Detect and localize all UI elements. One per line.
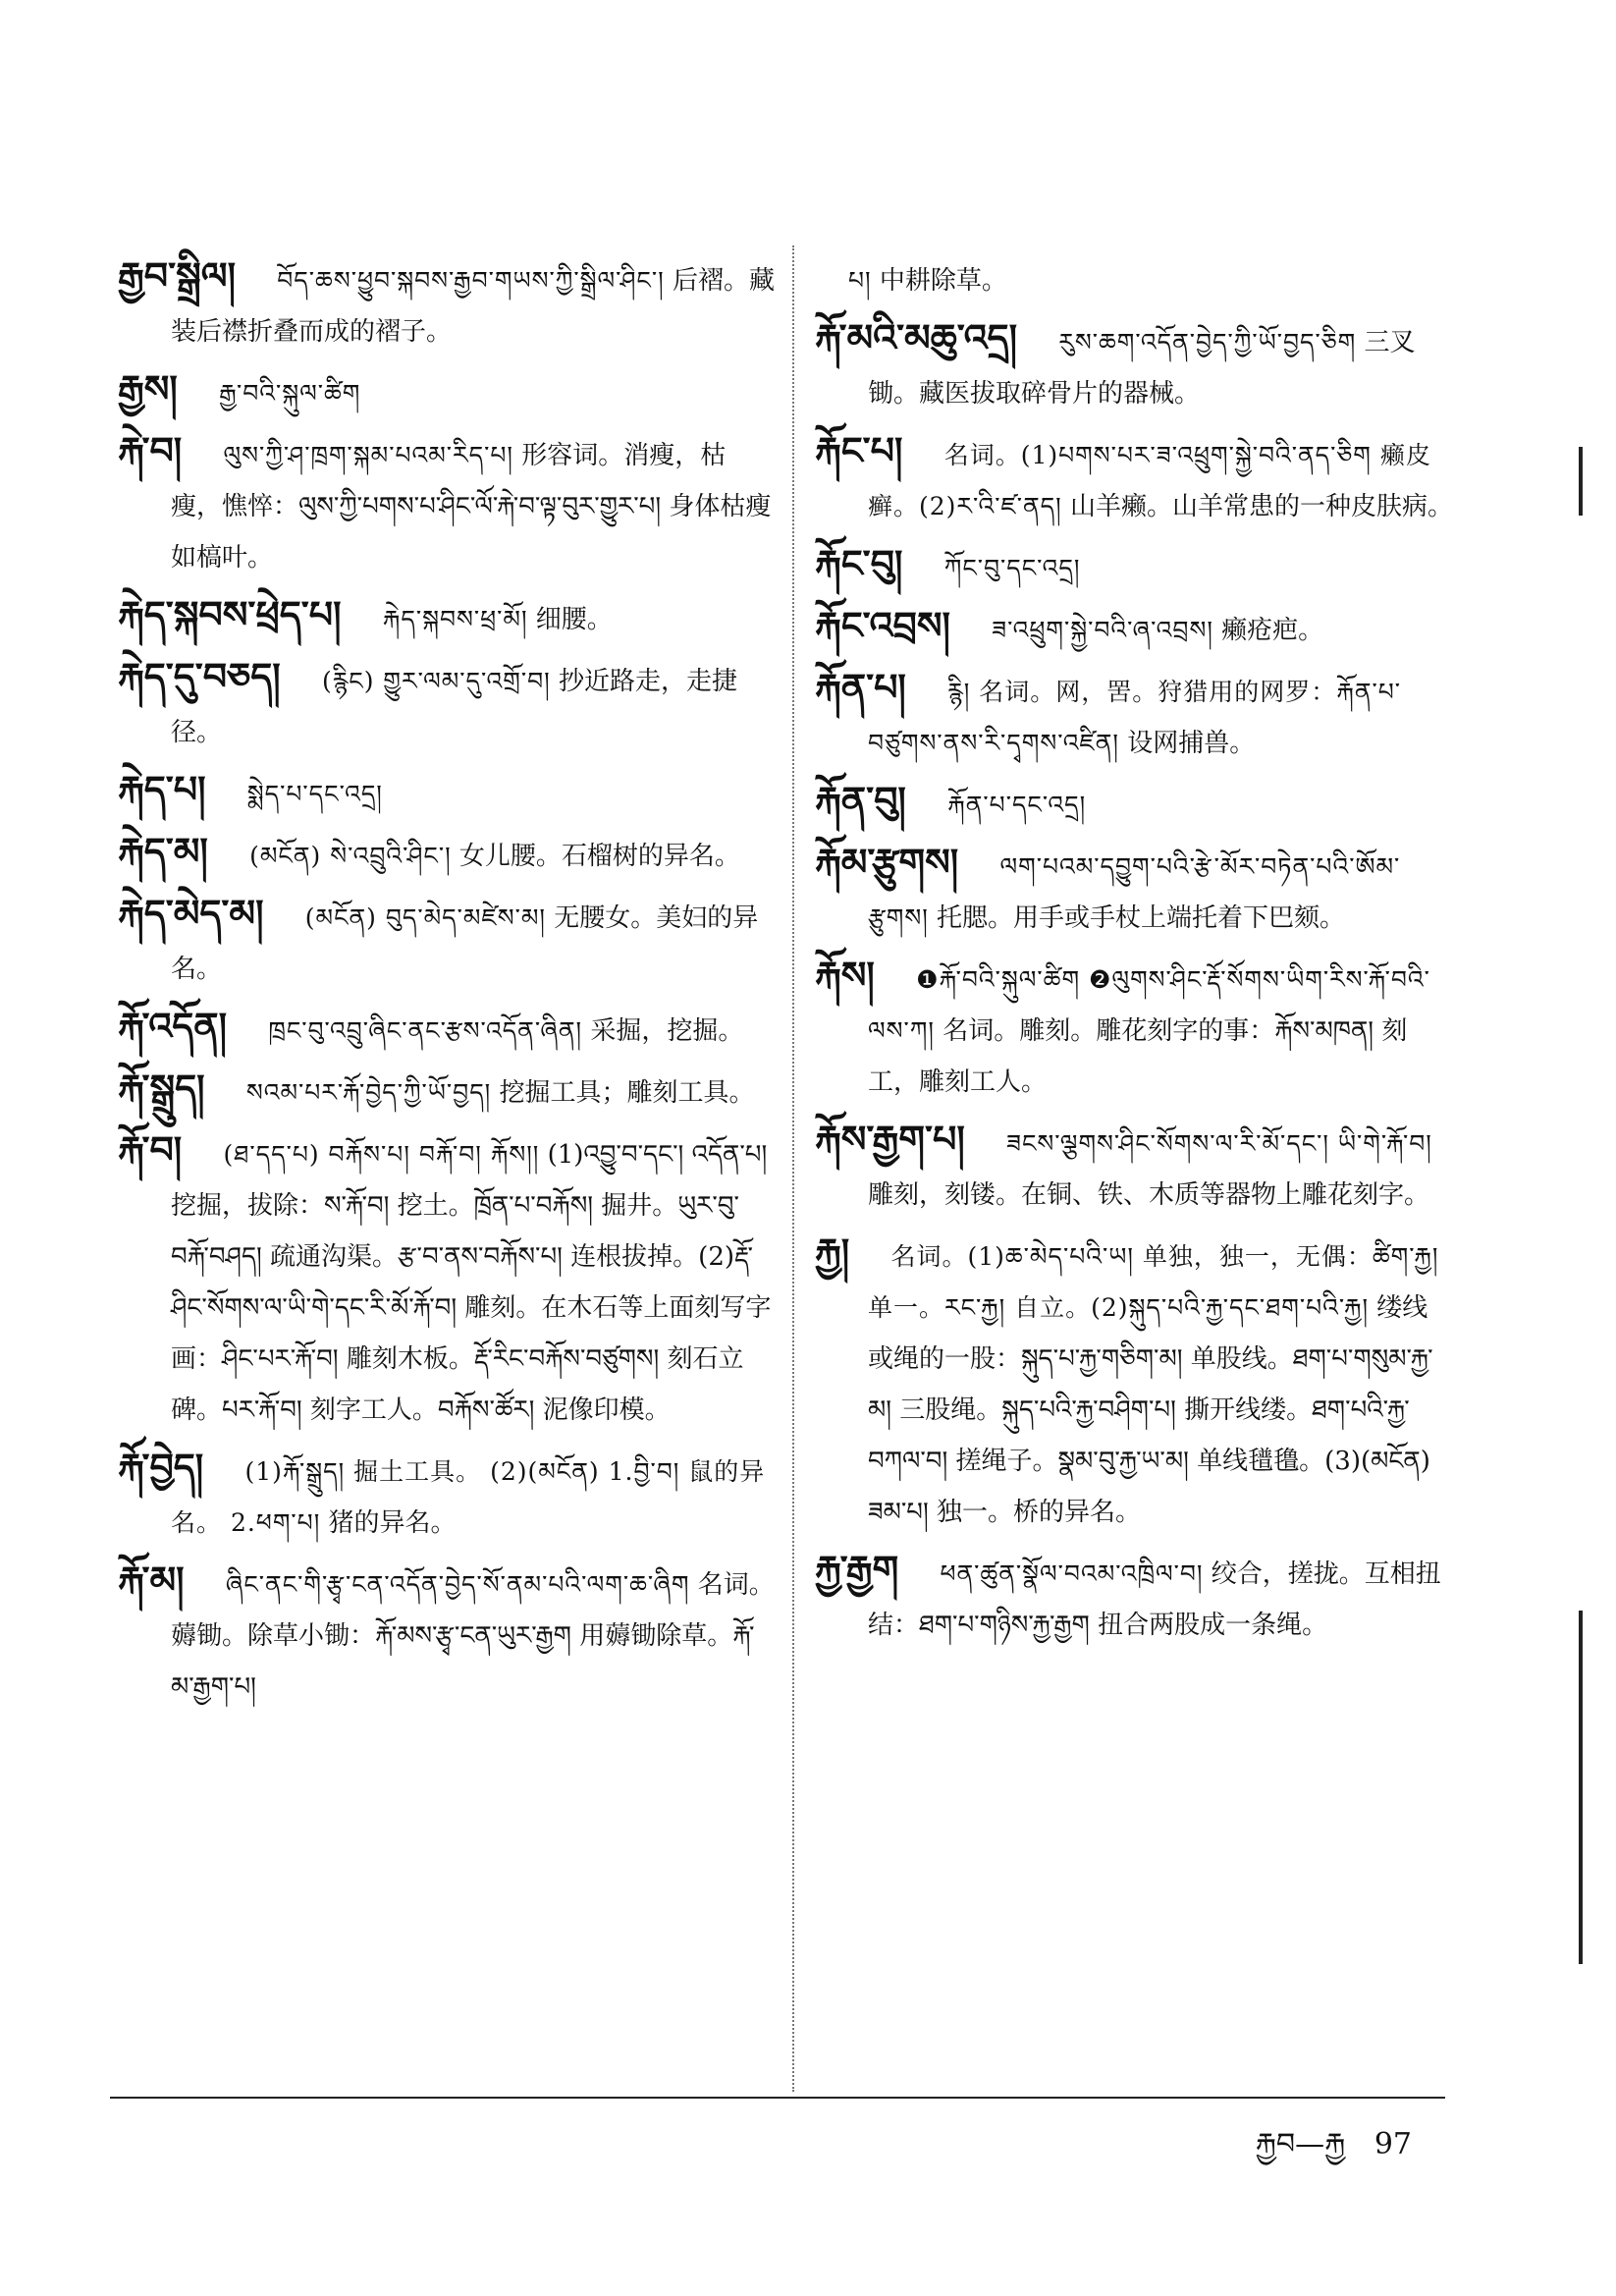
headword: རྐོན་བུ། xyxy=(815,778,906,822)
chinese-definition: 托腮。用手或手杖上端托着下巴颏。 xyxy=(937,903,1346,933)
headword: རྐོང་བུ། xyxy=(815,541,903,585)
dictionary-entry xyxy=(815,312,1453,419)
headword: རྐེད་མེད་མ། xyxy=(118,891,264,935)
headword: རྐེད་པ། xyxy=(118,767,206,811)
chinese-definition: 无腰女。美妇的异名。 xyxy=(171,903,759,984)
headword: རྐོས། xyxy=(815,953,875,997)
dictionary-entry xyxy=(118,888,776,995)
tibetan-definition: (ཐ་དད་པ) བརྐོས་པ། བརྐོ་བ། རྐོས།། xyxy=(223,1140,540,1169)
right-column xyxy=(815,250,1453,2095)
headword: རྐོ་བ། xyxy=(118,1127,183,1172)
footer-rule xyxy=(110,2097,1445,2099)
chinese-definition: 名词。雕刻。雕花刻字的事：རྐོས་མཁན། 刻工，雕刻工人。 xyxy=(868,1016,1408,1097)
chinese-definition: 形容词。消瘦，枯瘦，憔悴：ལུས་ཀྱི་པགས་པ་ཤིང་ལོ་རྐེ་བ་ལྟ་བུར་གྱུར་པ། 身体枯瘦如槁叶。 xyxy=(171,441,772,573)
chinese-definition: 女儿腰。石榴树的异名。 xyxy=(458,842,740,871)
chinese-definition: 三叉锄。藏医拔取碎骨片的器械。 xyxy=(868,328,1416,409)
headword: རྐོ་སྒྲུད། xyxy=(118,1066,205,1110)
page-number: 97 xyxy=(1374,2127,1412,2161)
chinese-definition: 猪的异名。 xyxy=(328,1508,457,1538)
footer-range: རྐྱབ—རྐྱ xyxy=(1255,2127,1346,2161)
tibetan-definition: རྒྱ་བའི་སྐུལ་ཚིག xyxy=(219,379,361,408)
dictionary-entry xyxy=(118,1442,776,1549)
tibetan-definition: ལུས་ཀྱི་ཤ་ཁྲག་སྐམ་པའམ་རིད་པ། xyxy=(223,441,513,469)
tibetan-definition: ཁྲང་བུ་འབྲུ་ཞིང་ནང་རྩས་འདོན་ཞིན། xyxy=(268,1016,583,1045)
headword: རྒྱས། xyxy=(118,366,178,410)
dictionary-entry xyxy=(118,764,776,820)
headword: རྐྱ་རྒྱག xyxy=(815,1547,899,1591)
dictionary-entry xyxy=(815,425,1453,532)
margin-mark xyxy=(1579,1611,1598,1964)
dictionary-entry xyxy=(815,538,1453,594)
chinese-definition: 中耕除草。 xyxy=(879,266,1007,296)
dictionary-entry xyxy=(118,425,776,583)
column-divider xyxy=(792,246,796,2092)
headword: རྐྱ། xyxy=(815,1230,850,1274)
headword: རྐོམ་རྩུགས། xyxy=(815,840,959,884)
dictionary-entry xyxy=(815,950,1453,1108)
tibetan-definition: ཀོང་བུ་དང་འདྲ། xyxy=(943,554,1081,582)
headword: རྐེད་སྐབས་ཕྲེད་པ། xyxy=(118,592,342,636)
chinese-definition: 后褶。藏装后襟折叠而成的褶子。 xyxy=(171,266,775,347)
headword: རྐོང་འབྲས། xyxy=(815,603,950,647)
tibetan-definition: ཞིང་ནང་གི་རྩྭ་ངན་འདོན་བྱེད་སོ་ནམ་པའི་ལག་ཆ་ཞིག xyxy=(225,1570,690,1599)
tibetan-definition: ཟ་འཕྲུག་སྐྱེ་བའི་ཞ་འབྲས། xyxy=(992,616,1213,644)
dictionary-entry xyxy=(815,662,1453,769)
dictionary-entry xyxy=(118,1124,776,1436)
dictionary-entry xyxy=(815,1227,1453,1538)
dictionary-entry xyxy=(815,837,1453,944)
tibetan-definition: 名词。(1)ཆ་མེད་པའི་ཡ། 单独，独一，无偶：ཚིག་རྐྱ། 单一。རང་རྐྱ། 自立。(2)སྐུད་པའི་རྐྱ་དང་ཐག་པའི་རྐྱ། xyxy=(868,1242,1439,1322)
tibetan-definition: རུས་ཆག་འདོན་བྱེད་ཀྱི་ཡོ་བྱད་ཅིག xyxy=(1058,328,1357,356)
chinese-definition: (1)འབྱུ་བ་དང་། འདོན་པ། 挖掘，拔除：ས་རྐོ་བ། 挖土。ཁྲོན་པ་བརྐོས། 掘井。ཡུར་བུ་བརྐོ་བཤད། 疏通沟渠。རྩ་བ་ནས་བརྐོས་པ། 连根拔掉。(2)རྡོ་ཤིང་སོགས་ལ་ཡི་གེ་དང་རི་མོ་རྐོ་བ། 雕刻。在木石等上面刻写字画：ཤིང་པར་རྐོ་བ། 雕刻木板。རྡོ་རིང་བརྐོས་བཙུགས། 刻石立碑。པར་རྐོ་བ། 刻字工人。བརྐོས་ཚོར། 泥像印模。 xyxy=(171,1140,772,1425)
chinese-definition: 细腰。 xyxy=(535,605,613,634)
headword: རྐོས་རྒྱག་པ། xyxy=(815,1117,965,1161)
chinese-definition: 设网捕兽。 xyxy=(1127,729,1256,758)
tibetan-definition: 名词。(1)པགས་པར་ཟ་འཕྲུག་སྐྱེ་བའི་ནད་ཅིག 癞皮癣。(2)ར་འི་ཛ་ནད། xyxy=(868,441,1431,520)
chinese-definition: 雕刻，刻镂。在铜、铁、木质等器物上雕花刻字。 xyxy=(868,1180,1430,1210)
tibetan-definition: ལག་པའམ་དབྱུག་པའི་རྩེ་མོར་བཏེན་པའི་ཨོམ་རྩུགས། xyxy=(868,852,1401,932)
headword: རྐོ་མའི་མཆུ་འདྲ། xyxy=(815,315,1017,359)
dictionary-entry xyxy=(815,1114,1453,1221)
headword: རྒྱབ་སྒྲིལ། xyxy=(118,253,237,298)
headword: རྐོང་པ། xyxy=(815,428,903,472)
chinese-definition: 抄近路走，走捷径。 xyxy=(171,667,737,747)
tibetan-definition: བོད་ཆས་ཕྱུབ་སྐབས་རྒྱབ་གཡས་ཀྱི་སྒྲིལ་ཤིང་། xyxy=(277,266,665,295)
tibetan-definition: ❶རྐོ་བའི་སྐུལ་ཚིག ❷ལུགས་ཤིང་རྡོ་སོགས་ཡིག་རིས་རྐོ་བའི་ལས་ཀ། xyxy=(868,965,1430,1045)
dictionary-entry xyxy=(118,826,776,882)
dictionary-entry xyxy=(118,589,776,645)
chinese-definition: 癞疮疤。 xyxy=(1221,616,1324,645)
chinese-definition: 缕线或绳的一股：སྐུད་པ་རྐྱ་གཅིག་མ། 单股线。ཐག་པ་གསུམ་རྐྱ་མ། 三股绳。སྐུད་པའི་རྐྱ་བཤིག་པ། 撕开线缕。ཐག་པའི་རྐྱ་བཀལ་བ། 搓绳子。སྣམ་བུ་རྐྱ་ཡ་མ། 单线氆氇。(3)(མངོན) ཟམ་པ། 独一。桥的异名。 xyxy=(868,1293,1433,1527)
dictionary-entry xyxy=(118,363,776,419)
dictionary-entry xyxy=(118,250,776,357)
dictionary-entry xyxy=(118,1063,776,1119)
headword: རྐེད་དུ་བཅད། xyxy=(118,654,281,698)
left-column xyxy=(118,250,776,2095)
headword: རྐོན་པ། xyxy=(815,665,906,709)
tibetan-definition: སའམ་པར་རྐོ་བྱེད་ཀྱི་ཡོ་བྱད། xyxy=(245,1078,492,1107)
headword: རྐེ་བ། xyxy=(118,428,183,472)
tibetan-definition: (མངོན) སེ་འབྲུའི་ཤིང་། xyxy=(249,842,452,870)
page-footer xyxy=(1236,2111,1412,2194)
dictionary-entry xyxy=(815,1544,1453,1651)
tibetan-definition: ཟངས་ལྕགས་ཤིང་སོགས་ལ་རི་མོ་དང་། ཡི་གེ་རྐོ་བ། xyxy=(1006,1129,1432,1158)
tibetan-definition: ཕན་ཚུན་སྣོལ་བའམ་འཁྲིལ་བ། xyxy=(940,1559,1204,1588)
tibetan-definition: (མངོན) བུད་མེད་མཛེས་མ། xyxy=(304,903,546,932)
tibetan-definition: རྐོན་པ་དང་འདྲ། xyxy=(947,791,1087,819)
chinese-definition: 绞合，搓拢。互相扭结：ཐག་པ་གཉིས་རྐྱ་རྒྱག 扭合两股成一条绳。 xyxy=(868,1559,1441,1640)
margin-mark xyxy=(1579,447,1598,516)
tibetan-definition: (1)རྐོ་སྒྲུད། 掘土工具。 (2)(མངོན) 1.བྱི་བ། 鼠的异名。 2.ཕག་པ། xyxy=(171,1457,766,1537)
chinese-definition: 挖掘工具；雕刻工具。 xyxy=(499,1078,755,1108)
headword: རྐོ་འདོན། xyxy=(118,1004,228,1048)
chinese-definition: 山羊癞。山羊常患的一种皮肤病。 xyxy=(1069,492,1453,521)
dictionary-entry xyxy=(815,250,1453,306)
tibetan-definition: པ། xyxy=(848,266,872,295)
chinese-definition: 采掘，挖掘。 xyxy=(590,1016,744,1046)
tibetan-definition: སྨེད་པ་དང་འདྲ། xyxy=(246,780,383,808)
tibetan-definition: རྙི། 名词。网，罟。狩猎用的网罗：རྐོན་པ་བཙུགས་ནས་རི་དྭགས་འཛིན། xyxy=(868,678,1402,757)
headword: རྐེད་མ། xyxy=(118,829,208,873)
chinese-definition: 名词。薅锄。除草小锄：རྐོ་མས་རྩྭ་ངན་ཡུར་རྒྱག 用薅锄除草。རྐོ་མ་རྒྱག་པ། xyxy=(171,1570,775,1702)
dictionary-entry xyxy=(118,1555,776,1713)
headword: རྐོ་བྱེད། xyxy=(118,1445,204,1489)
dictionary-entry xyxy=(815,775,1453,831)
dictionary-entry xyxy=(118,1001,776,1057)
headword: རྐོ་མ། xyxy=(118,1558,185,1602)
dictionary-entry xyxy=(815,600,1453,656)
tibetan-definition: (རྙིང) གྱུར་ལམ་དུ་འགྲོ་བ། xyxy=(321,667,551,695)
tibetan-definition: རྐེད་སྐབས་ཕྲ་མོ། xyxy=(382,605,528,633)
dictionary-entry xyxy=(118,651,776,758)
